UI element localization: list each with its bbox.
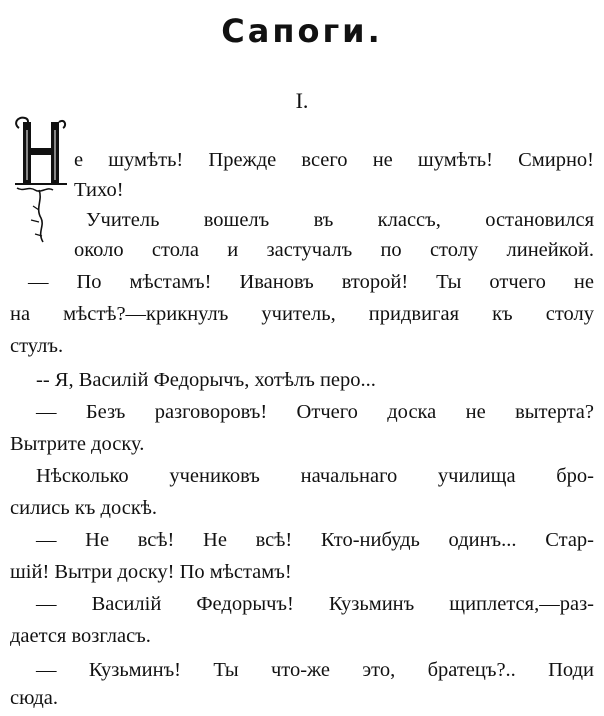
text-line: сились къ доскѣ. (10, 497, 158, 519)
text-line: около стола и застучалъ по столу линейкой. (74, 239, 594, 261)
text-line: дается возгласъ. (10, 625, 151, 647)
text-line: на мѣстѣ?—крикнулъ учитель, придвигая къ столу (10, 303, 594, 325)
text-line: — Не всѣ! Не всѣ! Кто-нибудь одинъ... Стар- (36, 529, 594, 551)
text-line: стулъ. (10, 335, 64, 357)
text-line: Нѣсколько учениковъ начальнаго училища бро- (36, 465, 594, 487)
text-line: сюда. (10, 687, 59, 709)
story-title: Сапоги. (221, 12, 383, 50)
text-line: — По мѣстамъ! Ивановъ второй! Ты отчего не (28, 271, 594, 293)
text-line: Учитель вошелъ въ классъ, остановился (86, 209, 594, 231)
chapter-number: I. (295, 88, 309, 113)
text-line: шій! Вытри доску! По мѣстамъ! (10, 561, 292, 583)
decorative-dropcap-letter (9, 110, 69, 250)
text-line: — Кузьминъ! Ты что-же это, братецъ?.. Поди (36, 659, 594, 681)
text-line: Тихо! (74, 179, 124, 201)
text-line: -- Я, Василій Федорычъ, хотѣлъ перо... (36, 369, 376, 391)
text-line: е шумѣть! Прежде всего не шумѣть! Смирно! (74, 149, 594, 171)
text-line: Вытрите доску. (10, 433, 145, 455)
text-line: — Василій Федорычъ! Кузьминъ щиплется,—раз- (36, 593, 594, 615)
text-line: — Безъ разговоровъ! Отчего доска не вытерта? (36, 401, 594, 423)
